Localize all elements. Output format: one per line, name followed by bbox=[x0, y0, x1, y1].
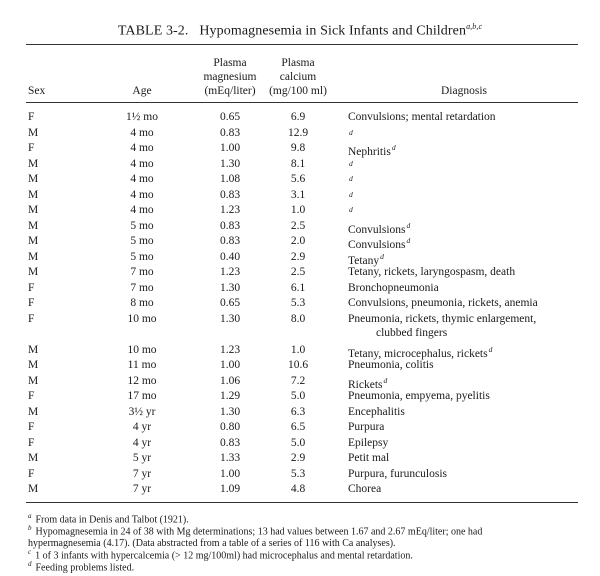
cell-magnesium: 1.30 bbox=[219, 157, 241, 170]
cell-sex: M bbox=[28, 405, 39, 418]
header-calcium-line3: (mg/100 ml) bbox=[269, 85, 327, 97]
cell-magnesium: 0.83 bbox=[219, 188, 241, 201]
cell-calcium: 5.0 bbox=[290, 436, 306, 449]
cell-magnesium: 1.23 bbox=[219, 343, 241, 356]
diagnosis-text: Convulsions, pneumonia, rickets, anemia bbox=[348, 297, 538, 309]
header-magnesium-line1: Plasma bbox=[213, 57, 247, 69]
cell-calcium: 5.0 bbox=[290, 390, 306, 402]
footnote-mark: d bbox=[349, 174, 353, 183]
cell-calcium: 5.6 bbox=[290, 173, 306, 185]
footnote-mark: d bbox=[380, 251, 384, 261]
footnote-text: 1 of 3 infants with hypercalcemia (> 12 mg/100ml) had microcephalus and mental retardation. bbox=[35, 549, 413, 561]
cell-magnesium: 0.65 bbox=[219, 297, 241, 309]
footnote-marker: a bbox=[28, 511, 32, 520]
cell-sex: M bbox=[28, 173, 39, 185]
header-rule bbox=[26, 102, 578, 103]
cell-sex: F bbox=[28, 312, 35, 325]
cell-age: 4 yr bbox=[132, 421, 152, 433]
cell-age: 10 mo bbox=[127, 343, 157, 356]
title-footnote-marks: a,b,c bbox=[466, 22, 483, 31]
cell-calcium: 2.0 bbox=[290, 235, 306, 247]
footnote-mark: d bbox=[349, 205, 353, 214]
cell-calcium: 3.1 bbox=[290, 188, 306, 201]
diagnosis-text: Nephritis bbox=[348, 145, 391, 158]
footnote-mark: d bbox=[406, 220, 411, 230]
cell-age: 4 mo bbox=[130, 157, 154, 170]
cell-magnesium: 1.08 bbox=[219, 173, 241, 185]
footnote-mark: d bbox=[349, 158, 353, 168]
cell-age: 8 mo bbox=[130, 297, 154, 309]
table-title-text: Hypomagnesemia in Sick Infants and Children bbox=[199, 23, 467, 39]
diagnosis-text: Convulsions; mental retardation bbox=[348, 111, 496, 123]
cell-magnesium: 1.00 bbox=[219, 142, 241, 154]
cell-magnesium: 1.30 bbox=[219, 405, 241, 418]
cell-magnesium: 1.30 bbox=[219, 281, 241, 294]
cell-magnesium: 0.65 bbox=[219, 111, 241, 123]
cell-calcium: 6.1 bbox=[290, 281, 306, 294]
cell-calcium: 5.3 bbox=[290, 467, 306, 480]
diagnosis-text: Tetany, rickets, laryngospasm, death bbox=[348, 266, 516, 278]
cell-age: 5 yr bbox=[132, 452, 152, 464]
header-magnesium-line3: (mEq/liter) bbox=[204, 85, 256, 97]
cell-sex: M bbox=[28, 483, 39, 495]
header-calcium-line2: calcium bbox=[279, 71, 317, 83]
cell-age: 7 yr bbox=[132, 467, 152, 480]
cell-diagnosis bbox=[348, 296, 538, 310]
cell-calcium: 4.8 bbox=[290, 483, 306, 495]
cell-sex: M bbox=[28, 343, 39, 356]
cell-sex: M bbox=[28, 157, 39, 170]
cell-age: 4 mo bbox=[130, 188, 154, 201]
cell-age: 1½ mo bbox=[126, 111, 158, 123]
cell-magnesium: 1.06 bbox=[219, 374, 241, 387]
cell-sex: F bbox=[28, 281, 35, 294]
cell-calcium: 2.5 bbox=[290, 219, 306, 232]
cell-sex: M bbox=[28, 452, 39, 464]
cell-sex: M bbox=[28, 266, 39, 278]
footnote-mark: d bbox=[488, 344, 493, 354]
cell-sex: M bbox=[28, 219, 39, 232]
cell-diagnosis bbox=[348, 141, 396, 159]
diagnosis-text: Convulsions bbox=[348, 238, 406, 251]
footnote-mark: d bbox=[383, 375, 388, 385]
footnote-mark: d bbox=[349, 127, 353, 137]
cell-sex: M bbox=[28, 235, 39, 247]
footnote-text: hypermagnesemia (4.17). (Data abstracted from a table of a series of 116 with Ca analyses). bbox=[28, 537, 396, 549]
header-age: Age bbox=[132, 85, 152, 97]
diagnosis-text: Pneumonia, rickets, thymic enlargement, bbox=[348, 312, 537, 325]
cell-sex: F bbox=[28, 142, 35, 154]
cell-diagnosis bbox=[348, 405, 405, 419]
header-calcium-line1: Plasma bbox=[281, 57, 315, 69]
cell-sex: M bbox=[28, 188, 39, 201]
diagnosis-text: Petit mal bbox=[348, 452, 390, 464]
cell-diagnosis bbox=[348, 312, 536, 326]
diagnosis-text: Pneumonia, colitis bbox=[348, 359, 434, 371]
cell-magnesium: 1.30 bbox=[219, 312, 241, 325]
cell-diagnosis bbox=[348, 265, 515, 279]
cell-magnesium: 1.23 bbox=[219, 204, 241, 216]
cell-diagnosis bbox=[348, 436, 388, 450]
diagnosis-text: Pneumonia, empyema, pyelitis bbox=[348, 390, 490, 402]
cell-sex: F bbox=[28, 111, 35, 123]
cell-age: 7 mo bbox=[130, 266, 154, 278]
cell-age: 5 mo bbox=[130, 219, 154, 232]
cell-diagnosis bbox=[348, 420, 384, 434]
cell-diagnosis bbox=[348, 467, 447, 481]
diagnosis-text: Purpura, furunculosis bbox=[348, 467, 448, 480]
cell-calcium: 8.1 bbox=[290, 157, 306, 170]
footnote-mark: d bbox=[391, 143, 396, 152]
cell-age: 3½ yr bbox=[128, 405, 156, 418]
cell-diagnosis bbox=[348, 358, 434, 372]
cell-magnesium: 0.83 bbox=[219, 436, 241, 449]
cell-sex: F bbox=[28, 436, 35, 449]
cell-calcium: 2.9 bbox=[290, 452, 306, 464]
footnote-mark: d bbox=[406, 236, 411, 245]
cell-diagnosis bbox=[348, 110, 496, 124]
cell-magnesium: 1.00 bbox=[219, 467, 241, 480]
table-title bbox=[0, 22, 600, 40]
cell-calcium: 2.5 bbox=[290, 266, 306, 278]
footnote-text: From data in Denis and Talbot (1921). bbox=[35, 513, 189, 525]
bottom-rule bbox=[26, 502, 578, 503]
cell-calcium: 10.6 bbox=[287, 359, 309, 371]
cell-age: 17 mo bbox=[127, 390, 157, 402]
cell-magnesium: 1.23 bbox=[219, 266, 241, 278]
cell-magnesium: 1.00 bbox=[219, 359, 241, 371]
cell-age: 4 mo bbox=[130, 126, 154, 139]
cell-age: 4 mo bbox=[130, 173, 154, 185]
table-number: TABLE 3-2. bbox=[117, 23, 189, 39]
cell-calcium: 7.2 bbox=[290, 374, 306, 387]
cell-magnesium: 0.40 bbox=[219, 250, 241, 263]
cell-diagnosis bbox=[348, 281, 439, 295]
cell-age: 7 mo bbox=[130, 281, 154, 294]
header-calcium bbox=[258, 56, 338, 98]
diagnosis-text: Purpura bbox=[348, 421, 385, 433]
cell-calcium: 6.9 bbox=[290, 111, 306, 123]
cell-diagnosis bbox=[348, 389, 490, 403]
header-diagnosis: Diagnosis bbox=[441, 85, 487, 97]
cell-age: 4 mo bbox=[130, 204, 154, 216]
cell-magnesium: 1.09 bbox=[219, 483, 241, 495]
header-sex: Sex bbox=[28, 85, 46, 97]
diagnosis-text: Tetany, microcephalus, rickets bbox=[348, 347, 488, 360]
diagnosis-text: Bronchopneumonia bbox=[348, 281, 439, 294]
cell-diagnosis-continued: clubbed fingers bbox=[376, 327, 448, 339]
cell-sex: F bbox=[28, 390, 35, 402]
cell-sex: M bbox=[28, 359, 39, 371]
cell-magnesium: 1.29 bbox=[219, 390, 241, 402]
footnote-marker: c bbox=[28, 547, 32, 556]
diagnosis-text: Tetany bbox=[348, 254, 380, 267]
cell-age: 5 mo bbox=[130, 250, 154, 263]
cell-sex: M bbox=[28, 204, 39, 216]
diagnosis-text: Encephalitis bbox=[348, 405, 405, 418]
cell-calcium: 1.0 bbox=[290, 343, 306, 356]
cell-magnesium: 0.83 bbox=[219, 235, 241, 247]
cell-sex: F bbox=[28, 297, 35, 309]
cell-age: 4 mo bbox=[130, 142, 154, 154]
footnote-mark: d bbox=[349, 189, 353, 199]
cell-age: 11 mo bbox=[127, 359, 157, 371]
cell-age: 4 yr bbox=[132, 436, 152, 449]
top-rule bbox=[26, 44, 578, 45]
cell-age: 12 mo bbox=[127, 374, 157, 387]
cell-calcium: 5.3 bbox=[290, 297, 306, 309]
cell-calcium: 1.0 bbox=[290, 204, 306, 216]
cell-sex: M bbox=[28, 374, 39, 387]
cell-diagnosis bbox=[348, 482, 381, 496]
cell-calcium: 2.9 bbox=[290, 250, 306, 263]
cell-magnesium: 1.33 bbox=[219, 452, 241, 464]
cell-calcium: 12.9 bbox=[287, 126, 309, 139]
cell-sex: F bbox=[28, 421, 35, 433]
diagnosis-text: Epilepsy bbox=[348, 436, 389, 449]
footnote-text: Feeding problems listed. bbox=[35, 561, 135, 573]
cell-sex: F bbox=[28, 467, 35, 480]
cell-age: 7 yr bbox=[132, 483, 152, 495]
header-magnesium-line2: magnesium bbox=[203, 71, 257, 83]
cell-sex: M bbox=[28, 126, 39, 139]
cell-calcium: 9.8 bbox=[290, 142, 306, 154]
cell-diagnosis bbox=[348, 451, 389, 465]
footnote-text: Hypomagnesemia in 24 of 38 with Mg determinations; 13 had values between 1.67 and 2.67 mEq/liter; one had bbox=[35, 525, 483, 537]
footnote bbox=[28, 558, 578, 574]
cell-calcium: 6.5 bbox=[290, 421, 306, 433]
diagnosis-text: Chorea bbox=[348, 483, 382, 495]
cell-calcium: 8.0 bbox=[290, 312, 306, 325]
diagnosis-text: Convulsions bbox=[348, 223, 406, 236]
cell-magnesium: 0.80 bbox=[219, 421, 241, 433]
cell-magnesium: 0.83 bbox=[219, 219, 241, 232]
cell-age: 5 mo bbox=[130, 235, 154, 247]
cell-calcium: 6.3 bbox=[290, 405, 306, 418]
footnote-marker: d bbox=[28, 559, 32, 568]
cell-age: 10 mo bbox=[127, 312, 157, 325]
cell-magnesium: 0.83 bbox=[219, 126, 241, 139]
diagnosis-text: Rickets bbox=[348, 378, 383, 391]
footnote-marker: b bbox=[28, 523, 32, 532]
cell-sex: M bbox=[28, 250, 39, 263]
